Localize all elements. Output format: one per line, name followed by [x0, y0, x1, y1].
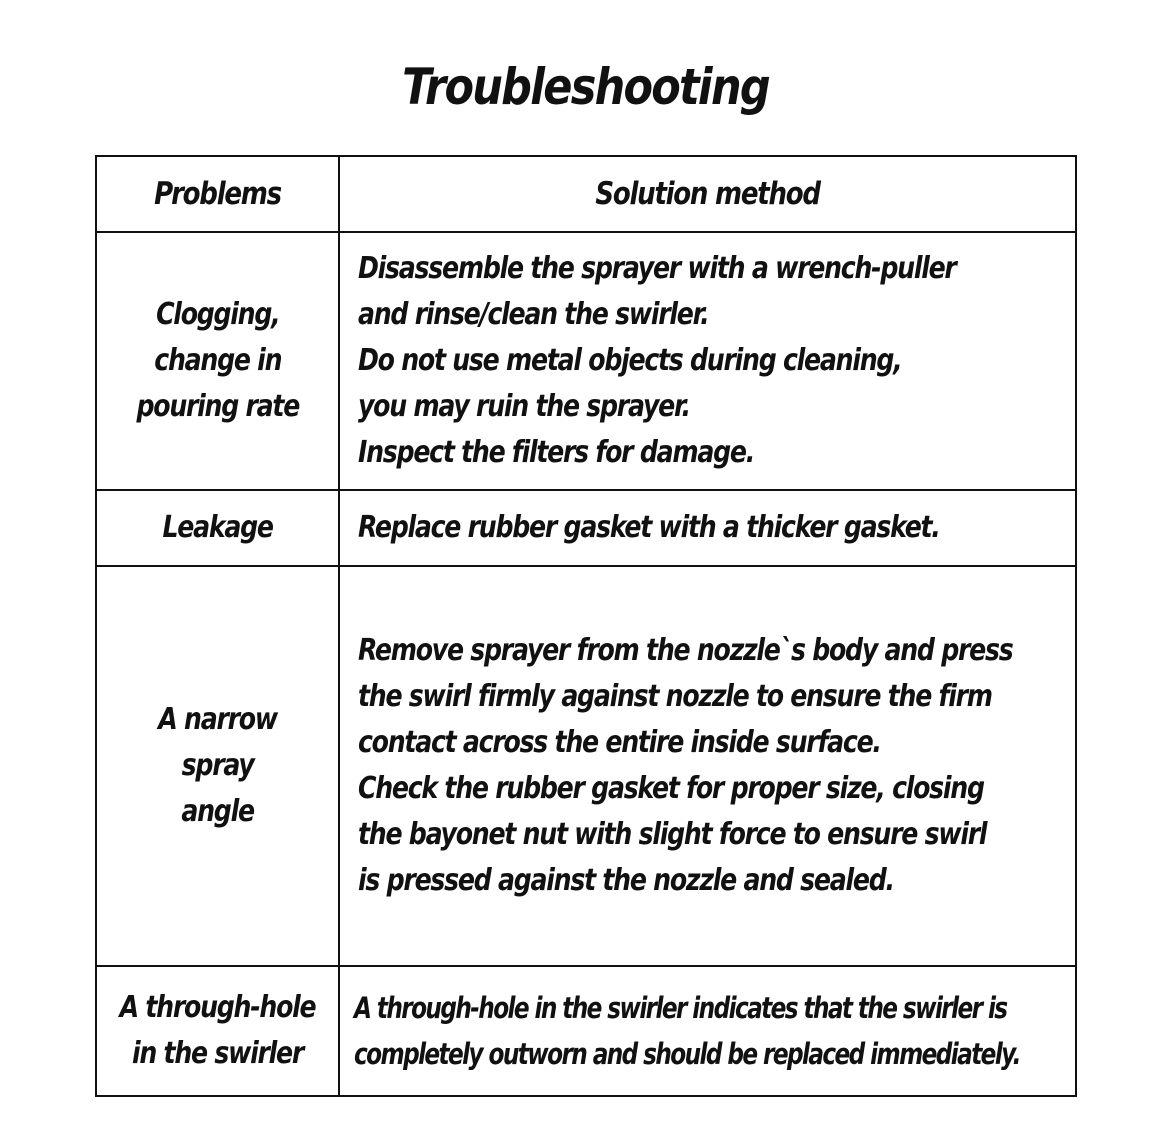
table-header-row: [96, 156, 1076, 232]
table-row: [96, 490, 1076, 566]
page-title: Troubleshooting: [402, 58, 769, 116]
solution-cell: A through-hole in the swirler indicates that the swirler is completely outworn and should be replaced immediately.: [339, 966, 1076, 1096]
solution-cell: Replace rubber gasket with a thicker gasket.: [339, 490, 1076, 566]
solution-cell: Disassemble the sprayer with a wrench-puller and rinse/clean the swirler. Do not use metal objects during cleaning, you may ruin the sprayer. Inspect the filters for damage.: [339, 232, 1076, 490]
header-problems: Problems: [96, 156, 339, 232]
problem-cell: A through-hole in the swirler: [96, 966, 339, 1096]
solution-cell: Remove sprayer from the nozzle`s body and press the swirl firmly against nozzle to ensure the firm contact across the entire inside surface. Check the rubber gasket for proper size, closing the bayonet nut with slight force to ensure swirl is pressed against the nozzle and sealed.: [339, 566, 1076, 966]
problem-cell: Leakage: [96, 490, 339, 566]
table-row: [96, 966, 1076, 1096]
problem-cell: Clogging, change in pouring rate: [96, 232, 339, 490]
table-row: [96, 566, 1076, 966]
problem-cell: A narrow spray angle: [96, 566, 339, 966]
table-row: [96, 232, 1076, 490]
troubleshooting-table: [95, 155, 1077, 1097]
header-solution-method: Solution method: [339, 156, 1076, 232]
